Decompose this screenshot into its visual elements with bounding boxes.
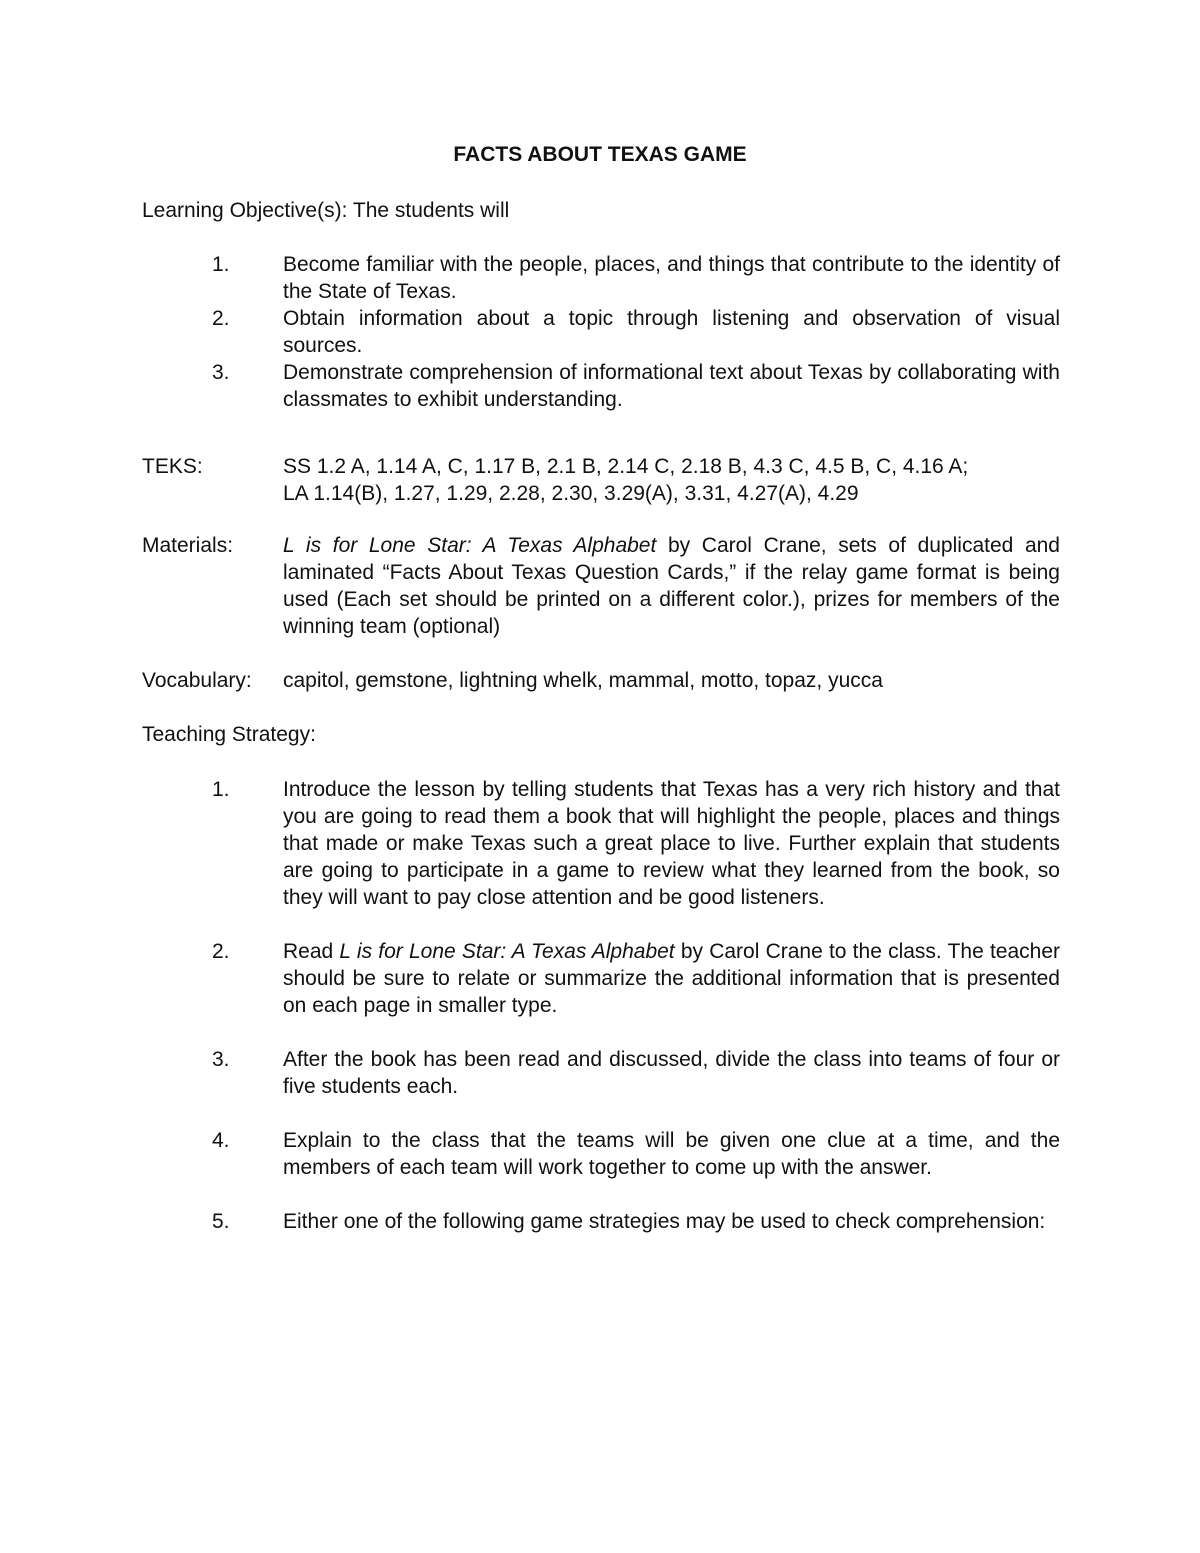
teaching-strategy-label: Teaching Strategy: <box>142 723 316 746</box>
step-item <box>142 938 1060 1019</box>
objective-text: Obtain information about a topic through listening and observation of visual sources. <box>283 307 1060 357</box>
materials-book-title: L is for Lone Star: A Texas Alphabet <box>283 534 657 557</box>
step-number: 2. <box>212 940 230 963</box>
step-text: Introduce the lesson by telling students that Texas has a very rich history and that you are going to read them a book that will highlight the people, places and things that made or make Texas such a great place to live. Further explain that students are going to participate in a game to review what they learned from the book, so they will want to pay close attention and be good listeners. <box>283 778 1060 909</box>
objective-number: 3. <box>212 361 230 384</box>
step-item <box>142 1046 1060 1100</box>
objective-text: Become familiar with the people, places, and things that contribute to the identity of the State of Texas. <box>283 253 1060 303</box>
step-text <box>283 938 1060 1019</box>
vocabulary-section <box>142 667 1060 694</box>
objective-number: 2. <box>212 307 230 330</box>
teks-line-1: SS 1.2 A, 1.14 A, C, 1.17 B, 2.1 B, 2.14 C, 2.18 B, 4.3 C, 4.5 B, C, 4.16 A; <box>283 455 969 478</box>
step-text: Explain to the class that the teams will be given one clue at a time, and the members of each team will work together to come up with the answer. <box>283 1129 1060 1179</box>
teks-content <box>283 453 1060 507</box>
step-number: 1. <box>212 778 230 801</box>
materials-text: by Carol Crane, sets of duplicated and laminated “Facts About Texas Question Cards,” if the relay game format is being used (Each set should be printed on a different color.), prizes for members of the winning team (optional) <box>283 534 1060 638</box>
objective-text: Demonstrate comprehension of informational text about Texas by collaborating with classmates to exhibit understanding. <box>283 361 1060 411</box>
step-text-pre: Read <box>283 940 340 963</box>
learning-objectives-intro: Learning Objective(s): The students will <box>142 199 510 222</box>
step-number: 4. <box>212 1129 230 1152</box>
step-text: After the book has been read and discussed, divide the class into teams of four or five students each. <box>283 1048 1060 1098</box>
step-item <box>142 1127 1060 1181</box>
materials-section <box>142 532 1060 640</box>
teks-line-2: LA 1.14(B), 1.27, 1.29, 2.28, 2.30, 3.29(A), 3.31, 4.27(A), 4.29 <box>283 482 859 505</box>
document-title: FACTS ABOUT TEXAS GAME <box>453 143 747 166</box>
objectives-list <box>142 251 1060 413</box>
teaching-steps-list <box>142 776 1060 1262</box>
step-book-title: L is for Lone Star: A Texas Alphabet <box>339 940 675 963</box>
objective-item <box>142 305 1060 359</box>
step-text: Either one of the following game strategies may be used to check comprehension: <box>283 1210 1046 1233</box>
step-item <box>142 1208 1060 1235</box>
objective-number: 1. <box>212 253 230 276</box>
vocabulary-text: capitol, gemstone, lightning whelk, mammal, motto, topaz, yucca <box>283 669 883 692</box>
step-number: 5. <box>212 1210 230 1233</box>
vocabulary-label: Vocabulary: <box>142 669 252 692</box>
step-item <box>142 776 1060 911</box>
materials-label: Materials: <box>142 534 234 557</box>
teks-section <box>142 453 1060 507</box>
materials-content <box>283 532 1060 640</box>
objective-item <box>142 359 1060 413</box>
teks-label: TEKS: <box>142 455 203 478</box>
objective-item <box>142 251 1060 305</box>
step-number: 3. <box>212 1048 230 1071</box>
step-text-post: by Carol Crane to the class. The teacher should be sure to relate or summarize the additional information that is presented on each page in smaller type. <box>283 940 1060 1017</box>
